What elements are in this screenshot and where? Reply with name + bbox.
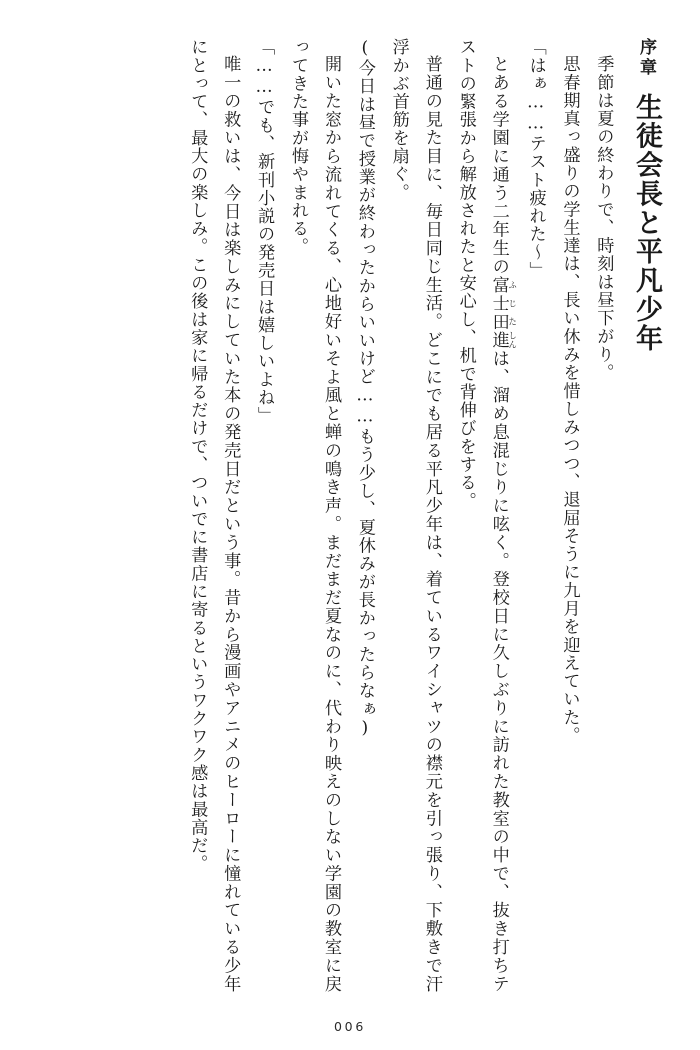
ruby-reading: ふじた — [507, 275, 518, 331]
paragraph-dialogue: 「はぁ……テスト疲れた～」 — [525, 38, 546, 280]
ruby-fujita: 富士田 ふじた — [488, 275, 518, 332]
paragraph-dialogue: 「……でも、新刊小説の発売日は嬉しいよね」 — [254, 38, 275, 425]
chapter-heading — [620, 38, 672, 993]
chapter-label: 序章 — [636, 38, 656, 79]
vertical-text-body — [30, 38, 672, 993]
ruby-reading: しん — [507, 331, 518, 350]
ruby-shin: 進 しん — [488, 331, 518, 350]
paragraph: 普通の見た目に、毎日同じ生活。どこにでも居る平凡少年は、着ているワイシャツの襟元を引っ張り、下敷きで汗浮かぶ首筋を扇ぐ。 — [388, 38, 442, 993]
paragraph: 季節は夏の終わりで、時刻は昼下がり。 — [593, 55, 614, 382]
paragraph-thought: (今日は昼で授業が終わったからいいけど……もう少し、夏休みが長かったらなぁ) — [354, 38, 375, 739]
paragraph: 思春期真っ盛りの学生達は、長い休みを惜しみつつ、退屈そうに九月を迎えていた。 — [559, 55, 580, 745]
paragraph: 唯一の救いは、今日は楽しみにしていた本の発売日だという事。昔から漫画やアニメのヒーローに憧れている少年にとって、最大の楽しみ。この後は家に帰るだけで、ついでに書店に寄るというワクワク感は最高だ。 — [187, 38, 241, 993]
page-number: 006 — [333, 1019, 367, 1034]
paragraph: 開いた窓から流れてくる、心地好いそよ風と蝉の鳴き声。まだまだ夏なのに、代わり映えのしない学園の教室に戻ってきた事が悔やまれる。 — [288, 38, 342, 993]
chapter-title: 生徒会長と平凡少年 — [631, 92, 662, 353]
paragraph-with-ruby: とある学園に通う二年生の富士田 ふじた進 しんは、溜め息混じりに呟く。登校日に久しぶりに訪れた教室の中で、抜き打ちテストの緊張から解放されたと安心し、机で背伸びをする。 — [455, 38, 518, 993]
